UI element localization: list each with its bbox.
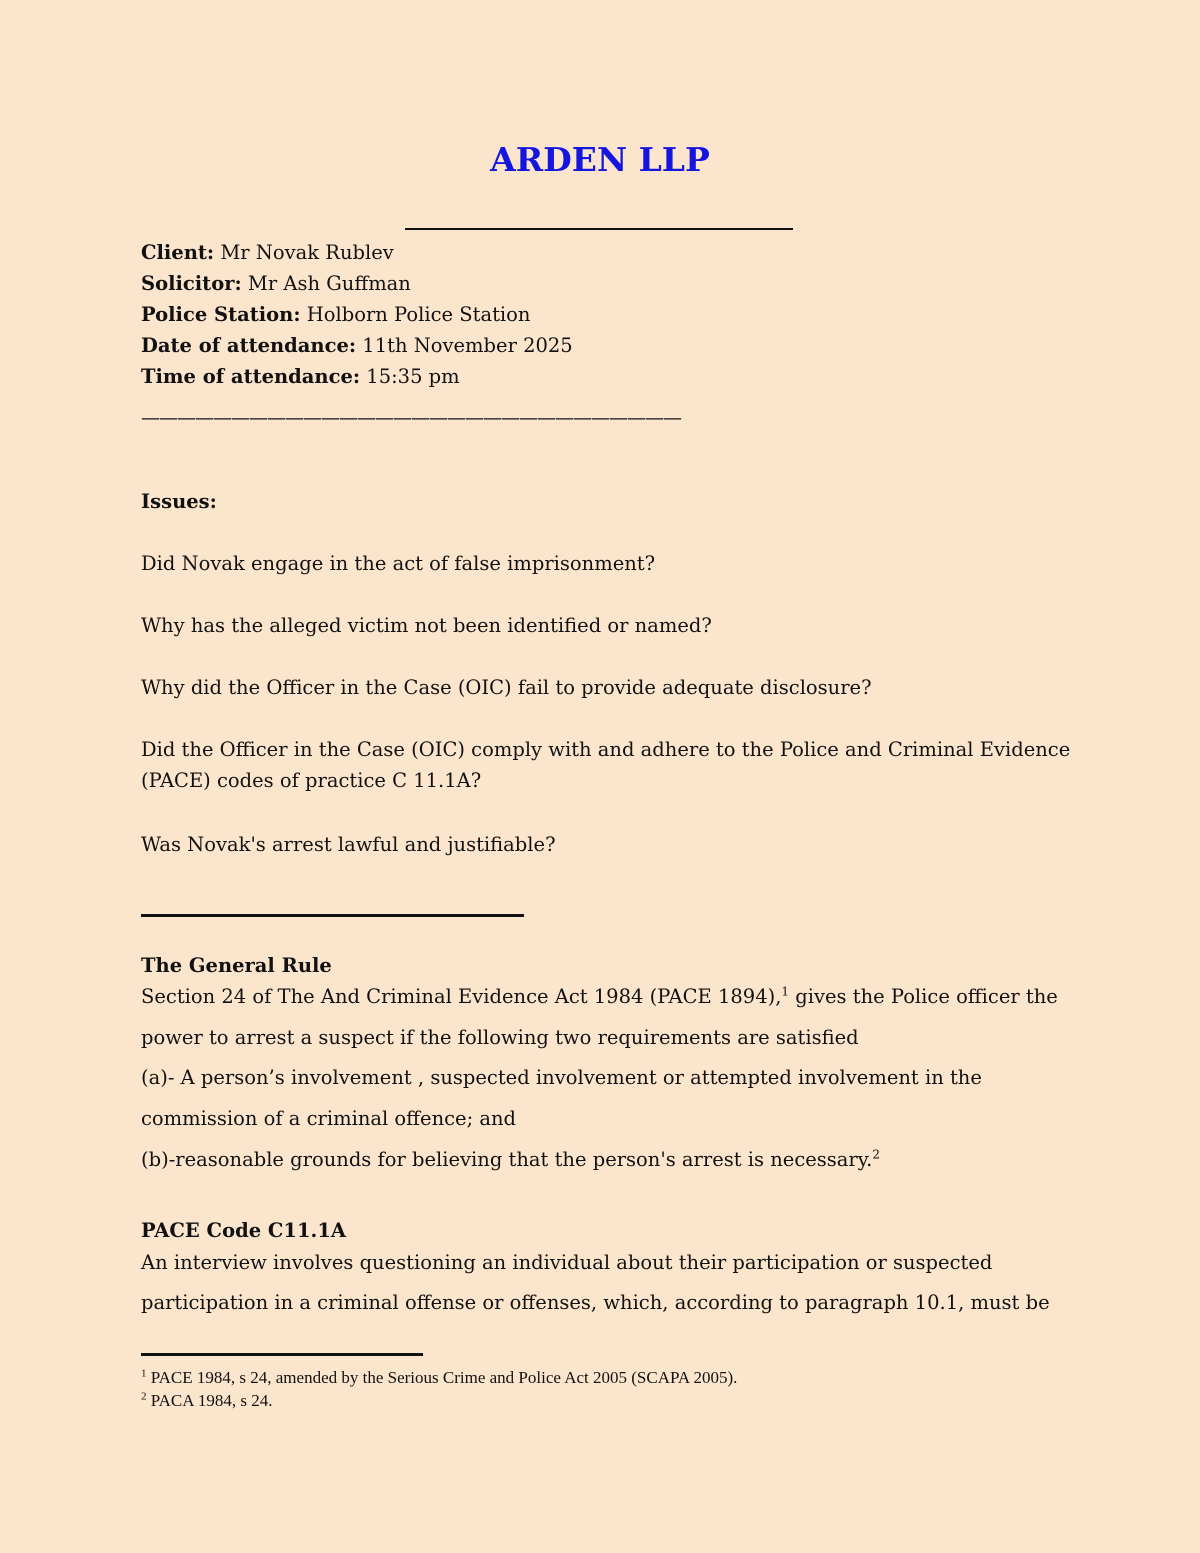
issue-item: Was Novak's arrest lawful and justifiable? <box>141 833 556 856</box>
client-label: Client: <box>141 241 215 264</box>
issue-item-continued: (PACE) codes of practice C 11.1A? <box>141 769 482 792</box>
time-value: 15:35 pm <box>360 365 460 388</box>
footnote-ref-1[interactable]: 1 <box>781 984 790 999</box>
issue-item: Why has the alleged victim not been identified or named? <box>141 614 712 637</box>
general-rule-line <box>141 1148 880 1172</box>
firm-title: ARDEN LLP <box>490 140 710 179</box>
issue-item: Did Novak engage in the act of false imprisonment? <box>141 552 656 575</box>
pace-code-heading: PACE Code C11.1A <box>141 1219 347 1242</box>
client-value: Mr Novak Rublev <box>214 241 394 264</box>
date-value: 11th November 2025 <box>356 334 573 357</box>
solicitor-label: Solicitor: <box>141 272 242 295</box>
police-station-line <box>141 303 530 327</box>
time-line <box>141 365 460 389</box>
footnote-number: 2 <box>141 1390 147 1403</box>
pace-code-line: participation in a criminal offense or offenses, which, according to paragraph 10.1, must be <box>141 1291 1050 1314</box>
general-rule-heading: The General Rule <box>141 954 332 977</box>
general-rule-line <box>141 985 1058 1009</box>
pace-code-line: An interview involves questioning an individual about their participation or suspected <box>141 1251 993 1274</box>
footnote-1 <box>141 1367 737 1389</box>
police-station-value: Holborn Police Station <box>300 303 531 326</box>
client-line <box>141 241 394 265</box>
details-separator: —————————————————————————————— <box>141 407 681 429</box>
general-rule-text: (b)-reasonable grounds for believing that the person's arrest is necessary. <box>141 1148 873 1171</box>
general-rule-line: (a)- A person’s involvement , suspected involvement or attempted involvement in the <box>141 1066 982 1089</box>
date-line <box>141 334 573 358</box>
issue-item: Did the Officer in the Case (OIC) comply with and adhere to the Police and Criminal Evidence <box>141 738 1071 761</box>
solicitor-line <box>141 272 411 296</box>
footnote-separator <box>141 1353 423 1356</box>
title-underline <box>405 228 793 230</box>
footnote-2 <box>141 1390 272 1412</box>
issues-heading: Issues: <box>141 490 217 513</box>
police-station-label: Police Station: <box>141 303 301 326</box>
issue-item: Why did the Officer in the Case (OIC) fail to provide adequate disclosure? <box>141 676 872 699</box>
footnote-number: 1 <box>141 1367 147 1380</box>
footnote-ref-2[interactable]: 2 <box>872 1147 881 1162</box>
time-label: Time of attendance: <box>141 365 361 388</box>
section-divider <box>141 914 524 917</box>
general-rule-text: gives the Police officer the <box>789 985 1058 1008</box>
general-rule-line: commission of a criminal offence; and <box>141 1107 517 1130</box>
general-rule-text: Section 24 of The And Criminal Evidence Act 1984 (PACE 1894), <box>141 985 782 1008</box>
footnote-text: PACA 1984, s 24. <box>146 1391 273 1410</box>
footnote-text: PACE 1984, s 24, amended by the Serious Crime and Police Act 2005 (SCAPA 2005). <box>146 1368 738 1387</box>
solicitor-value: Mr Ash Guffman <box>241 272 411 295</box>
date-label: Date of attendance: <box>141 334 357 357</box>
general-rule-line: power to arrest a suspect if the following two requirements are satisfied <box>141 1026 859 1049</box>
